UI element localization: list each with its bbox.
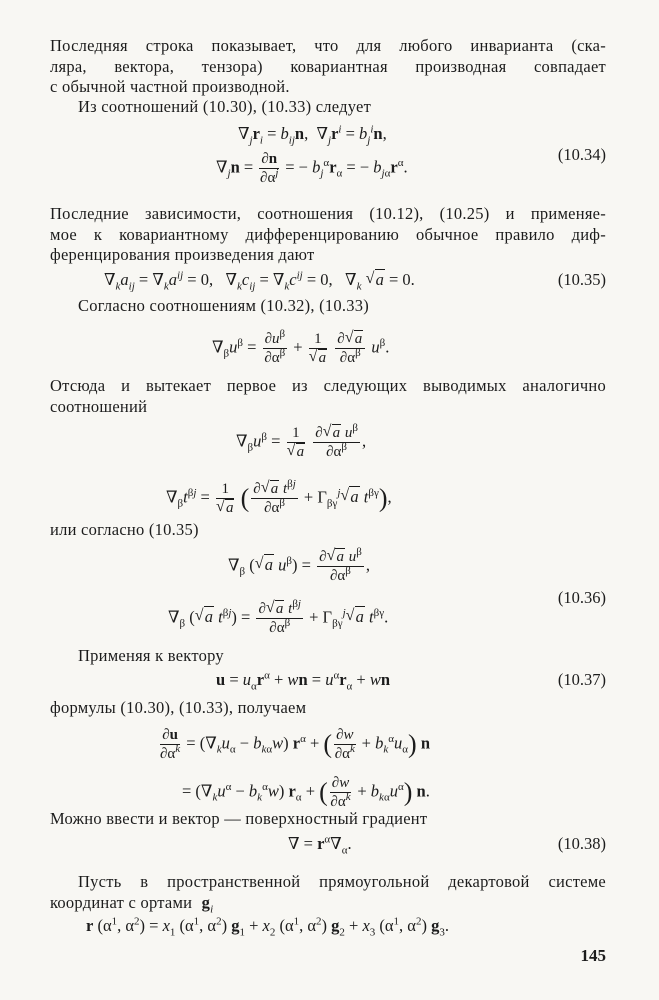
paragraph-applying [50, 646, 606, 667]
paragraph-from-relations [50, 97, 606, 118]
book-page [50, 36, 606, 986]
formula-line: $u = u_\alpha r^\alpha$ + wn = $u^\alpha r_\alpha$ + wn [216, 669, 391, 693]
formula-line: $\nabla_jr_i = b_{ij}n$, $\nabla_jr^i = b_j^in$, [238, 123, 387, 147]
equation-10-36 [50, 544, 606, 652]
equation-number: (10.35) [557, 270, 606, 289]
paragraph-cartesian [50, 872, 606, 913]
equation-number: (10.34) [557, 145, 606, 164]
paragraph-dependencies [50, 204, 606, 266]
paragraph-invariant-note [50, 36, 606, 98]
equation-number: (10.37) [557, 670, 606, 689]
equation-10-38 [50, 834, 606, 858]
text-line: Можно ввести и вектор — поверхностный градиент [50, 809, 428, 828]
equation-number: (10.38) [557, 834, 606, 853]
text-line: ляра, вектора, тензора) ковариантная производная совпадает [50, 56, 606, 76]
formula-line: = $(\nabla_ku^\alpha - b_k^\alpha w) r_\alpha$ + ( $\frac{\partial w}{\partial\alpha^k}$ + $b_{k\alpha}u^\alpha$) n. [182, 775, 430, 810]
formula-line: $\nabla_\beta u^\beta$ = $\frac{\partial u^\beta}{\partial\alpha^\beta}$ + 1 √ a $\frac{\partial√ a}{\partial\alpha^\beta}$ $u^\beta$. [212, 330, 389, 367]
paragraph-or-according [50, 520, 606, 541]
text-line: Из соотношений (10.30), (10.33) следует [78, 97, 372, 116]
formula-line: $\nabla_\beta$ (√ a $t^{\beta j}$) = $\frac{\partial√ a t^{\beta j}}{\partial\alpha^\beta}$ + $\Gamma_{\beta\gamma}^j√$ a $t^{\beta\gamma}$. [168, 600, 388, 637]
paragraph-according-relations [50, 296, 606, 317]
paragraph-surface-gradient [50, 809, 606, 830]
text-line: Пусть в пространственной прямоугольной декартовой системе [78, 872, 606, 891]
paragraph-hence [50, 376, 606, 417]
formula-line: $\nabla_\beta u^\beta$ = 1 √ a $\frac{\partial√ a u^\beta}{\partial\alpha^\beta}$ , [236, 424, 366, 461]
text-line: мое к ковариантному дифференцированию обычное правило диф- [50, 224, 606, 244]
formula-line: $\nabla_\beta t^{\beta j}$ = 1 √ a ( $\frac{\partial√ a t^{\beta j}}{\partial\alpha^\beta}$ + $\Gamma_{\beta\gamma}^j√$ a $t^{\beta\gamma}$), [166, 480, 392, 517]
equation-10-34 [50, 120, 606, 190]
equation-10-35 [50, 270, 606, 294]
text-line: формулы (10.30), (10.33), получаем [50, 698, 307, 717]
text-line: ференцирования произведения дают [50, 245, 315, 264]
text-line: координат с ортами [50, 892, 193, 912]
text-line: соотношений [50, 396, 148, 416]
formula-line: ∇ = $r^\alpha\nabla_\alpha$. [288, 833, 352, 857]
equation-divergence [50, 324, 606, 372]
text-line: Последние зависимости, соотношения (10.12), (10.25) и применяе- [50, 204, 606, 223]
formula-line: $\nabla_ka_{ij} = \nabla_ka^{ij} = 0$, $\nabla_kc_{ij} = \nabla_kc^{ij} = 0$, $\nabla_k$ √ a = 0. [104, 270, 415, 291]
formula-line: $\nabla_jn$ = $\frac{\partial n}{\partial\alpha^j}$ = − $b_j^\alpha r_\alpha$ = − $b_{j\alpha}r^\alpha$. [216, 151, 408, 186]
text-line: с обычной частной производной. [50, 77, 290, 96]
formula-line: $\nabla_\beta$ (√ a $u^\beta$) = $\frac{\partial√ a u^\beta}{\partial\alpha^\beta}$ , [228, 548, 370, 585]
formula-line: $\frac{\partial u}{\partial\alpha^k}$ = $(\nabla_ku_\alpha - b_{k\alpha}w) r^\alpha$ + ( $\frac{\partial w}{\partial\alpha^k}$ + $b_k^\alpha u_\alpha$) n [160, 727, 430, 762]
page-number: 145 [580, 946, 606, 965]
equation-position-vector [50, 916, 606, 940]
basis-vectors-symbol: $g_i$ [201, 892, 214, 915]
equation-10-37 [50, 670, 606, 694]
equation-block-derivative [50, 722, 606, 822]
paragraph-formulas [50, 698, 606, 719]
equation-number: (10.36) [557, 588, 606, 607]
text-line: Применяя к вектору [78, 646, 224, 665]
formula-line: r ($\alpha^1$, $\alpha^2) = x_1$ ($\alpha^1$, $\alpha^2$) $g_1 + x_2$ ($\alpha^1$, $\alpha^2$) $g_2 + x_3$ ($\alpha^1$, $\alpha^2$) $g_3$. [86, 915, 449, 939]
text-line: Последняя строка показывает, что для любого инварианта (ска- [50, 36, 606, 55]
text-line: или согласно (10.35) [50, 520, 199, 539]
text-line: Отсюда и вытекает первое из следующих выводимых аналогично [50, 376, 606, 395]
text-line: Согласно соотношениям (10.32), (10.33) [78, 296, 369, 315]
